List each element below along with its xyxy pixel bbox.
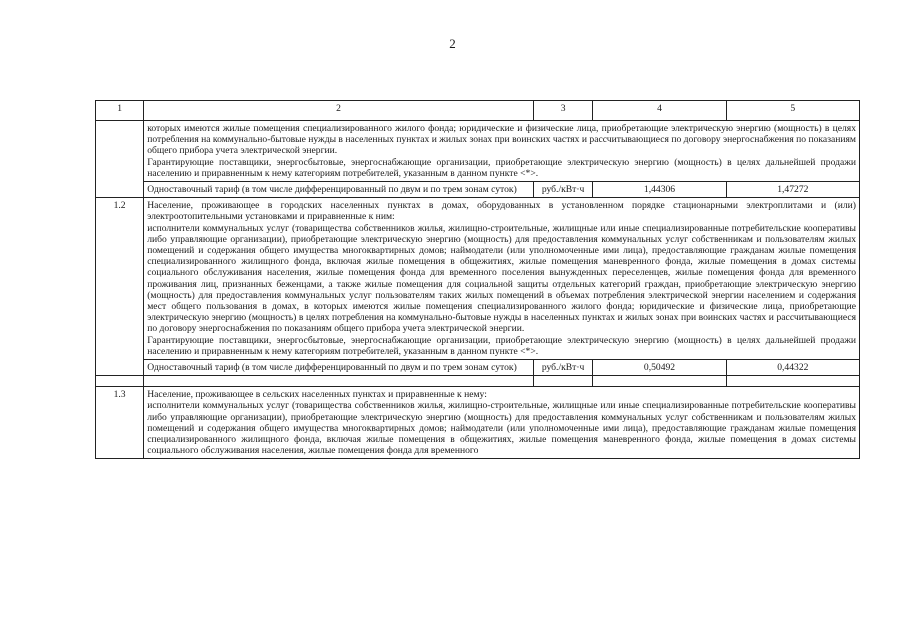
column-header-4: 4 <box>593 101 726 121</box>
description-paragraph: которых имеются жилые помещения специализированного жилого фонда; юридические и физические лица, приобретающие электрическую энергию (мощность) в целях потребления на коммунально-бытовые нужды в населенных пунктах и жилых зонах при воинских частях и рассчитывающиеся по договору энергоснабжения по показаниям общего прибора учета электрической энергии. <box>147 123 856 157</box>
unit-cell: руб./кВт·ч <box>533 360 592 376</box>
rate-label-cell: Одноставочный тариф (в том числе дифференцированный по двум и по трем зонам суток) <box>144 182 534 198</box>
spacer-cell <box>96 376 144 387</box>
tariff-value-first-half: 0,50492 <box>593 360 726 376</box>
item-number-cell: 1.2 <box>96 198 144 376</box>
table-row-1-2-description <box>96 198 860 360</box>
item-number-cell: 1.3 <box>96 387 144 459</box>
table-row-1-3-description <box>96 387 860 459</box>
spacer-cell <box>144 376 534 387</box>
description-paragraph: Население, проживающее в сельских населенных пунктах и приравненные к нему: <box>147 389 487 401</box>
tariff-table <box>95 100 860 459</box>
page-number: 2 <box>449 36 456 51</box>
rate-label-cell: Одноставочный тариф (в том числе дифференцированный по двум и по трем зонам суток) <box>144 360 534 376</box>
description-cell <box>144 198 860 360</box>
column-number-row <box>96 101 860 121</box>
spacer-cell <box>726 376 859 387</box>
description-paragraph: Гарантирующие поставщики, энергосбытовые, энергоснабжающие организации, приобретающие электрическую энергию (мощность) в целях дальнейшей продажи населению и приравненным к нему категориям потребителей, указанным в данном пункте <*>. <box>147 156 856 179</box>
spacer-cell <box>533 376 592 387</box>
tariff-value-first-half: 1,44306 <box>593 182 726 198</box>
description-cell <box>144 387 860 459</box>
description-paragraph: исполнители коммунальных услуг (товарищества собственников жилья, жилищно-строительные, жилищные или иные специализированные потребительские кооперативы либо управляющие организации), приобретающие электрическую энергию (мощность) для предоставления коммунальных услуг собственникам и пользователям жилых помещений и содержания общего имущества многоквартирных домов; наймодатели (или уполномоченные ими лица), предоставляющие гражданам жилые помещения специализированного жилищного фонда, включая жилые помещения в общежитиях, жилые помещения маневренного фонда, жилые помещения в домах системы социального обслуживания населения, жилые помещения фонда для временного поселения вынужденных переселенцев, жилые помещения фонда для временного проживания лиц, признанных беженцами, а также жилые помещения для социальной защиты отдельных категорий граждан, приобретающие электрическую энергию (мощность) для предоставления коммунальных услуг пользователям таких жилых помещений в объемах потребления электрической энергии населением и содержания мест общего пользования в домах, в которых имеются жилые помещения специализированного жилого фонда; юридические и физические лица, приобретающие электрическую энергию (мощность) в целях потребления на коммунально-бытовые нужды в населенных пунктах и жилых зонах при воинских частях и рассчитывающиеся по договору энергоснабжения по показаниям общего прибора учета электрической энергии. <box>147 222 856 335</box>
unit-cell: руб./кВт·ч <box>533 182 592 198</box>
table-row-1-1-description <box>96 121 860 182</box>
column-header-3: 3 <box>533 101 592 121</box>
item-number-cell <box>96 121 144 198</box>
description-paragraph: исполнители коммунальных услуг (товарищества собственников жилья, жилищно-строительные, жилищные или иные специализированные потребительские кооперативы либо управляющие организации), приобретающие электрическую энергию (мощность) для предоставления коммунальных услуг собственникам и пользователям жилых помещений и содержания общего имущества многоквартирных домов; наймодатели (или уполномоченные ими лица), предоставляющие гражданам жилые помещения специализированного жилищного фонда, включая жилые помещения в общежитиях, жилые помещения маневренного фонда, жилые помещения в домах системы социального обслуживания населения, жилые помещения фонда для временного <box>147 400 856 457</box>
table-row-spacer <box>96 376 860 387</box>
description-cell <box>144 121 860 182</box>
table-row-1-2-rate <box>96 360 860 376</box>
description-paragraph: Гарантирующие поставщики, энергосбытовые, энергоснабжающие организации, приобретающие электрическую энергию (мощность) в целях дальнейшей продажи населению и приравненным к нему категориям потребителей, указанным в данном пункте <*>. <box>147 334 856 357</box>
table-row-1-1-rate <box>96 182 860 198</box>
description-paragraph: Население, проживающее в городских населенных пунктах в домах, оборудованных в установленном порядке стационарными электроплитами и (или) электроотопительными установками и приравненные к ним: <box>147 200 856 223</box>
column-header-5: 5 <box>726 101 859 121</box>
column-header-2: 2 <box>144 101 534 121</box>
tariff-value-second-half: 1,47272 <box>726 182 859 198</box>
tariff-value-second-half: 0,44322 <box>726 360 859 376</box>
spacer-cell <box>593 376 726 387</box>
column-header-1: 1 <box>96 101 144 121</box>
